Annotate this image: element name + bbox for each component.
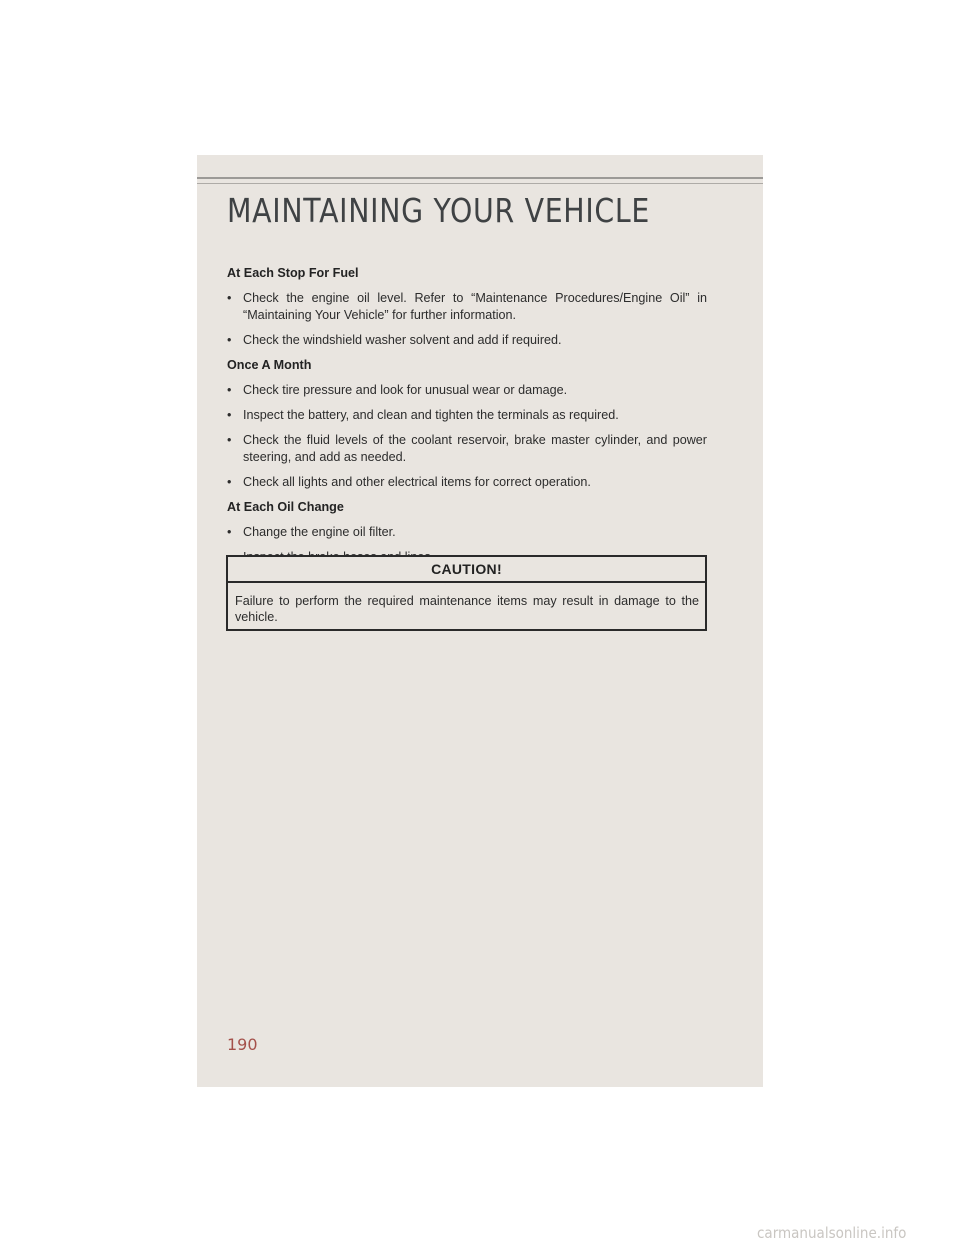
page-number: 190 <box>227 1035 258 1054</box>
bullet-icon: • <box>227 333 232 347</box>
section-heading: At Each Stop For Fuel <box>227 266 359 280</box>
list-item-text: Check the windshield washer solvent and add if required. <box>243 333 562 347</box>
section-heading: At Each Oil Change <box>227 500 344 514</box>
bullet-list <box>227 382 707 491</box>
section-fuel-stop <box>227 265 707 349</box>
list-item <box>227 474 707 491</box>
list-item <box>227 432 707 466</box>
bullet-icon: • <box>227 383 232 397</box>
list-item <box>227 407 707 424</box>
list-item <box>227 332 707 349</box>
list-item-text: Check all lights and other electrical items for correct operation. <box>243 475 591 489</box>
manual-page <box>197 155 763 1087</box>
list-item-text: Check the engine oil level. Refer to “Maintenance Procedures/Engine Oil” in “Maintaining Your Vehicle” for further information. <box>243 291 707 322</box>
section-monthly <box>227 357 707 491</box>
caution-text: Failure to perform the required maintenance items may result in damage to the vehicle. <box>235 594 699 624</box>
header-rule-bottom <box>197 183 763 184</box>
caution-title: CAUTION! <box>228 557 705 583</box>
bullet-icon: • <box>227 475 232 489</box>
bullet-icon: • <box>227 408 232 422</box>
bullet-list <box>227 290 707 349</box>
list-item-text: Inspect the battery, and clean and tighten the terminals as required. <box>243 408 619 422</box>
list-item <box>227 382 707 399</box>
list-item-text: Check the fluid levels of the coolant reservoir, brake master cylinder, and power steering, and add as needed. <box>243 433 707 464</box>
list-item-text: Check tire pressure and look for unusual wear or damage. <box>243 383 568 397</box>
list-item <box>227 524 707 541</box>
caution-box <box>226 555 707 631</box>
page-content <box>227 265 707 574</box>
list-item-text: Change the engine oil filter. <box>243 525 396 539</box>
section-title: MAINTAINING YOUR VEHICLE <box>227 191 651 230</box>
bullet-icon: • <box>227 291 232 305</box>
watermark: carmanualsonline.info <box>757 1224 907 1242</box>
header-rule-top <box>197 177 763 179</box>
bullet-icon: • <box>227 433 232 447</box>
list-item <box>227 290 707 324</box>
section-heading: Once A Month <box>227 358 312 372</box>
bullet-icon: • <box>227 525 232 539</box>
